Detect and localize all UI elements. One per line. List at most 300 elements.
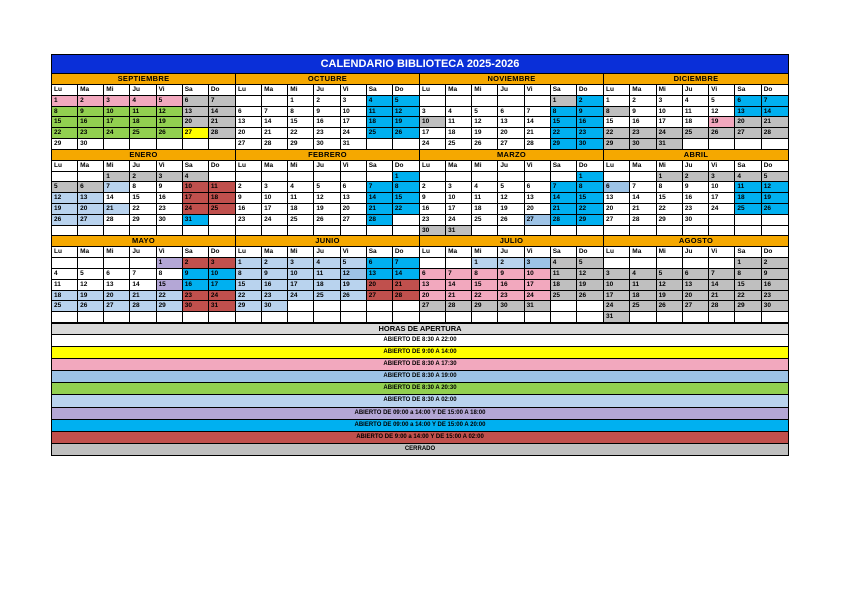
day-cell: 9: [236, 193, 262, 204]
day-cell: 22: [735, 291, 761, 302]
day-cell: 27: [183, 128, 209, 139]
day-cell: 7: [709, 269, 735, 280]
day-cell: 9: [262, 269, 288, 280]
day-cell: 1: [393, 172, 419, 183]
day-cell: 26: [762, 204, 788, 215]
empty-cell: [157, 139, 183, 150]
weekday-header: Lu: [604, 161, 630, 172]
empty-cell: [735, 226, 761, 237]
day-grid: [420, 247, 603, 323]
day-cell: 25: [551, 291, 577, 302]
day-cell: 21: [762, 117, 788, 128]
day-cell: 23: [498, 291, 524, 302]
day-cell: 4: [367, 96, 393, 107]
day-cell: 10: [209, 269, 235, 280]
empty-cell: [52, 226, 78, 237]
empty-cell: [393, 215, 419, 226]
empty-cell: [262, 226, 288, 237]
day-cell: 17: [420, 128, 446, 139]
day-cell: 21: [393, 280, 419, 291]
day-cell: 25: [683, 128, 709, 139]
empty-cell: [236, 226, 262, 237]
day-cell: 26: [498, 215, 524, 226]
day-cell: 10: [604, 280, 630, 291]
day-cell: 2: [630, 96, 656, 107]
day-cell: 16: [236, 204, 262, 215]
empty-cell: [157, 312, 183, 323]
weekday-header: Vi: [525, 85, 551, 96]
day-cell: 3: [604, 269, 630, 280]
empty-cell: [104, 139, 130, 150]
day-cell: 29: [577, 215, 603, 226]
day-cell: 26: [657, 301, 683, 312]
weekday-header: Lu: [420, 161, 446, 172]
day-cell: 6: [367, 258, 393, 269]
day-cell: 20: [683, 291, 709, 302]
day-cell: 19: [657, 291, 683, 302]
day-cell: 27: [367, 291, 393, 302]
day-cell: 21: [551, 204, 577, 215]
day-cell: 25: [472, 215, 498, 226]
day-cell: 14: [525, 117, 551, 128]
day-cell: 13: [420, 280, 446, 291]
weekday-header: Ma: [262, 161, 288, 172]
library-calendar: [51, 54, 789, 456]
weekday-header: Mi: [657, 247, 683, 258]
day-cell: 2: [236, 182, 262, 193]
day-cell: 7: [262, 107, 288, 118]
day-cell: 28: [630, 215, 656, 226]
day-cell: 8: [157, 269, 183, 280]
weekday-header: Vi: [157, 85, 183, 96]
day-cell: 4: [52, 269, 78, 280]
weekday-header: Do: [209, 85, 235, 96]
weekday-header: Mi: [472, 161, 498, 172]
empty-cell: [577, 301, 603, 312]
day-cell: 18: [472, 204, 498, 215]
empty-cell: [709, 139, 735, 150]
day-cell: 9: [420, 193, 446, 204]
weekday-header: Do: [762, 161, 788, 172]
day-cell: 25: [367, 128, 393, 139]
weekday-header: Ju: [498, 247, 524, 258]
day-cell: 13: [604, 193, 630, 204]
weekday-header: Do: [209, 161, 235, 172]
weekday-header: Do: [393, 161, 419, 172]
empty-cell: [577, 312, 603, 323]
day-cell: 19: [78, 291, 104, 302]
legend-row: ABIERTO DE 09:00 a 14:00 Y DE 15:00 A 20:00: [52, 420, 788, 432]
day-cell: 4: [683, 96, 709, 107]
day-cell: 1: [52, 96, 78, 107]
empty-cell: [183, 226, 209, 237]
day-cell: 16: [157, 193, 183, 204]
day-cell: 18: [367, 117, 393, 128]
day-cell: 29: [130, 215, 156, 226]
day-cell: 8: [393, 182, 419, 193]
empty-cell: [130, 139, 156, 150]
legend-row: ABIERTO DE 8:30 A 17:30: [52, 359, 788, 371]
month-name: OCTUBRE: [236, 74, 419, 85]
day-cell: 12: [52, 193, 78, 204]
empty-cell: [525, 96, 551, 107]
empty-cell: [236, 172, 262, 183]
day-cell: 30: [420, 226, 446, 237]
day-cell: 21: [709, 291, 735, 302]
weekday-header: Mi: [104, 247, 130, 258]
day-cell: 23: [420, 215, 446, 226]
weekday-header: Ma: [630, 247, 656, 258]
day-cell: 8: [472, 269, 498, 280]
weekday-header: Do: [577, 247, 603, 258]
day-cell: 19: [157, 117, 183, 128]
weekday-header: Mi: [472, 247, 498, 258]
day-cell: 5: [52, 182, 78, 193]
day-cell: 30: [577, 139, 603, 150]
empty-cell: [577, 226, 603, 237]
weekday-header: Ma: [78, 161, 104, 172]
weekday-header: Ma: [630, 161, 656, 172]
day-cell: 17: [183, 193, 209, 204]
empty-cell: [78, 258, 104, 269]
day-cell: 11: [314, 269, 340, 280]
day-cell: 24: [446, 215, 472, 226]
legend-row: ABIERTO DE 9:00 A 14:00: [52, 347, 788, 359]
day-grid: [604, 85, 788, 150]
day-cell: 19: [393, 117, 419, 128]
day-cell: 22: [472, 291, 498, 302]
day-cell: 12: [157, 107, 183, 118]
day-cell: 7: [525, 107, 551, 118]
day-cell: 4: [130, 96, 156, 107]
day-cell: 28: [709, 301, 735, 312]
day-cell: 29: [735, 301, 761, 312]
empty-cell: [709, 215, 735, 226]
day-cell: 18: [630, 291, 656, 302]
day-cell: 17: [525, 280, 551, 291]
month-name: JULIO: [420, 236, 603, 247]
day-cell: 7: [104, 182, 130, 193]
day-cell: 29: [236, 301, 262, 312]
month-name: NOVIEMBRE: [420, 74, 603, 85]
empty-cell: [709, 312, 735, 323]
day-cell: 29: [604, 139, 630, 150]
empty-cell: [472, 226, 498, 237]
day-grid: [604, 161, 788, 237]
day-cell: 28: [393, 291, 419, 302]
day-cell: 20: [498, 128, 524, 139]
day-cell: 23: [262, 291, 288, 302]
empty-cell: [209, 139, 235, 150]
weekday-header: Do: [577, 85, 603, 96]
month-name: ABRIL: [604, 150, 788, 161]
day-cell: 14: [630, 193, 656, 204]
day-cell: 14: [551, 193, 577, 204]
month-junio: [236, 236, 420, 323]
day-cell: 2: [183, 258, 209, 269]
day-cell: 24: [525, 291, 551, 302]
day-cell: 15: [130, 193, 156, 204]
day-cell: 16: [183, 280, 209, 291]
day-cell: 3: [157, 172, 183, 183]
empty-cell: [209, 312, 235, 323]
day-cell: 10: [341, 107, 367, 118]
weekday-header: Ju: [683, 161, 709, 172]
day-cell: 30: [183, 301, 209, 312]
day-cell: 12: [78, 280, 104, 291]
day-cell: 9: [498, 269, 524, 280]
day-cell: 19: [341, 280, 367, 291]
day-cell: 23: [183, 291, 209, 302]
day-cell: 5: [762, 172, 788, 183]
day-cell: 13: [236, 117, 262, 128]
day-cell: 8: [288, 107, 314, 118]
weekday-header: Vi: [341, 161, 367, 172]
month-agosto: [604, 236, 788, 323]
weekday-header: Ju: [130, 247, 156, 258]
empty-cell: [525, 172, 551, 183]
day-cell: 14: [709, 280, 735, 291]
day-cell: 23: [157, 204, 183, 215]
day-cell: 22: [52, 128, 78, 139]
day-cell: 16: [498, 280, 524, 291]
empty-cell: [130, 258, 156, 269]
day-cell: 23: [314, 128, 340, 139]
empty-cell: [604, 258, 630, 269]
weekday-header: Ma: [446, 247, 472, 258]
day-cell: 6: [183, 96, 209, 107]
weekday-header: Mi: [288, 247, 314, 258]
weekday-header: Ju: [683, 85, 709, 96]
empty-cell: [735, 312, 761, 323]
empty-cell: [446, 258, 472, 269]
empty-cell: [341, 312, 367, 323]
weekday-header: Mi: [288, 85, 314, 96]
empty-cell: [157, 226, 183, 237]
day-grid: [236, 85, 419, 150]
day-cell: 13: [498, 117, 524, 128]
day-grid: [52, 247, 235, 323]
day-cell: 7: [367, 182, 393, 193]
empty-cell: [209, 215, 235, 226]
day-cell: 12: [314, 193, 340, 204]
empty-cell: [420, 96, 446, 107]
day-cell: 1: [604, 96, 630, 107]
day-cell: 27: [78, 215, 104, 226]
empty-cell: [683, 139, 709, 150]
day-cell: 20: [78, 204, 104, 215]
weekday-header: Vi: [341, 247, 367, 258]
day-cell: 14: [209, 107, 235, 118]
day-cell: 13: [735, 107, 761, 118]
weekday-header: Mi: [104, 85, 130, 96]
weekday-header: Sa: [735, 247, 761, 258]
day-cell: 24: [420, 139, 446, 150]
month-row: [52, 150, 788, 237]
empty-cell: [314, 301, 340, 312]
day-cell: 11: [472, 193, 498, 204]
empty-cell: [630, 226, 656, 237]
day-cell: 30: [262, 301, 288, 312]
day-cell: 3: [104, 96, 130, 107]
day-cell: 3: [420, 107, 446, 118]
day-cell: 8: [657, 182, 683, 193]
empty-cell: [78, 226, 104, 237]
day-cell: 21: [104, 204, 130, 215]
day-cell: 28: [525, 139, 551, 150]
legend-row: ABIERTO DE 8:30 A 20:30: [52, 383, 788, 395]
day-cell: 31: [341, 139, 367, 150]
empty-cell: [104, 312, 130, 323]
empty-cell: [52, 258, 78, 269]
day-cell: 29: [657, 215, 683, 226]
day-cell: 1: [472, 258, 498, 269]
day-cell: 2: [498, 258, 524, 269]
day-cell: 9: [157, 182, 183, 193]
day-cell: 2: [683, 172, 709, 183]
day-cell: 23: [630, 128, 656, 139]
day-cell: 27: [525, 215, 551, 226]
empty-cell: [630, 258, 656, 269]
day-cell: 3: [341, 96, 367, 107]
day-cell: 27: [236, 139, 262, 150]
day-cell: 28: [367, 215, 393, 226]
day-cell: 22: [288, 128, 314, 139]
day-cell: 16: [314, 117, 340, 128]
day-cell: 15: [604, 117, 630, 128]
day-grid: [52, 161, 235, 237]
empty-cell: [709, 226, 735, 237]
weekday-header: Do: [393, 85, 419, 96]
day-cell: 12: [709, 107, 735, 118]
day-cell: 23: [762, 291, 788, 302]
empty-cell: [551, 226, 577, 237]
empty-cell: [341, 301, 367, 312]
empty-cell: [393, 139, 419, 150]
empty-cell: [762, 226, 788, 237]
day-cell: 30: [762, 301, 788, 312]
empty-cell: [420, 258, 446, 269]
month-marzo: [420, 150, 604, 237]
empty-cell: [183, 139, 209, 150]
day-cell: 15: [577, 193, 603, 204]
empty-cell: [367, 301, 393, 312]
day-cell: 18: [288, 204, 314, 215]
day-cell: 11: [288, 193, 314, 204]
weekday-header: Vi: [525, 247, 551, 258]
day-cell: 12: [393, 107, 419, 118]
weekday-header: Lu: [236, 85, 262, 96]
day-cell: 8: [735, 269, 761, 280]
month-abril: [604, 150, 788, 237]
empty-cell: [314, 172, 340, 183]
day-cell: 21: [446, 291, 472, 302]
empty-cell: [472, 312, 498, 323]
day-cell: 28: [551, 215, 577, 226]
day-cell: 23: [78, 128, 104, 139]
day-grid: [236, 161, 419, 237]
day-cell: 12: [341, 269, 367, 280]
empty-cell: [472, 172, 498, 183]
day-cell: 19: [709, 117, 735, 128]
day-cell: 16: [420, 204, 446, 215]
empty-cell: [367, 172, 393, 183]
day-cell: 25: [130, 128, 156, 139]
day-cell: 15: [288, 117, 314, 128]
day-cell: 16: [762, 280, 788, 291]
weekday-header: Sa: [183, 85, 209, 96]
day-cell: 20: [735, 117, 761, 128]
day-cell: 1: [104, 172, 130, 183]
day-cell: 6: [420, 269, 446, 280]
day-grid: [420, 85, 603, 150]
day-grid: [420, 161, 603, 237]
day-cell: 27: [683, 301, 709, 312]
day-cell: 22: [130, 204, 156, 215]
day-cell: 1: [551, 96, 577, 107]
day-cell: 26: [78, 301, 104, 312]
empty-cell: [104, 258, 130, 269]
empty-cell: [367, 139, 393, 150]
day-cell: 30: [78, 139, 104, 150]
empty-cell: [630, 172, 656, 183]
day-cell: 5: [314, 182, 340, 193]
day-cell: 26: [52, 215, 78, 226]
month-diciembre: [604, 74, 788, 150]
month-name: MAYO: [52, 236, 235, 247]
day-cell: 28: [209, 128, 235, 139]
day-cell: 4: [183, 172, 209, 183]
day-cell: 13: [183, 107, 209, 118]
month-name: DICIEMBRE: [604, 74, 788, 85]
weekday-header: Ju: [498, 161, 524, 172]
empty-cell: [498, 226, 524, 237]
empty-cell: [762, 215, 788, 226]
day-cell: 4: [735, 172, 761, 183]
day-cell: 18: [209, 193, 235, 204]
weekday-header: Mi: [657, 85, 683, 96]
day-cell: 3: [446, 182, 472, 193]
weekday-header: Lu: [604, 247, 630, 258]
day-cell: 15: [236, 280, 262, 291]
day-cell: 8: [551, 107, 577, 118]
month-noviembre: [420, 74, 604, 150]
day-cell: 6: [498, 107, 524, 118]
empty-cell: [498, 312, 524, 323]
day-cell: 30: [157, 215, 183, 226]
weekday-header: Ju: [683, 247, 709, 258]
day-cell: 16: [262, 280, 288, 291]
weekday-header: Ma: [78, 85, 104, 96]
day-cell: 21: [209, 117, 235, 128]
day-cell: 17: [341, 117, 367, 128]
empty-cell: [551, 312, 577, 323]
day-cell: 3: [262, 182, 288, 193]
day-cell: 20: [367, 280, 393, 291]
day-cell: 6: [604, 182, 630, 193]
empty-cell: [551, 172, 577, 183]
day-cell: 26: [709, 128, 735, 139]
empty-cell: [762, 139, 788, 150]
day-cell: 11: [446, 117, 472, 128]
day-cell: 13: [104, 280, 130, 291]
weekday-header: Lu: [52, 161, 78, 172]
day-cell: 3: [657, 96, 683, 107]
empty-cell: [709, 258, 735, 269]
day-cell: 15: [657, 193, 683, 204]
day-cell: 7: [551, 182, 577, 193]
empty-cell: [420, 172, 446, 183]
